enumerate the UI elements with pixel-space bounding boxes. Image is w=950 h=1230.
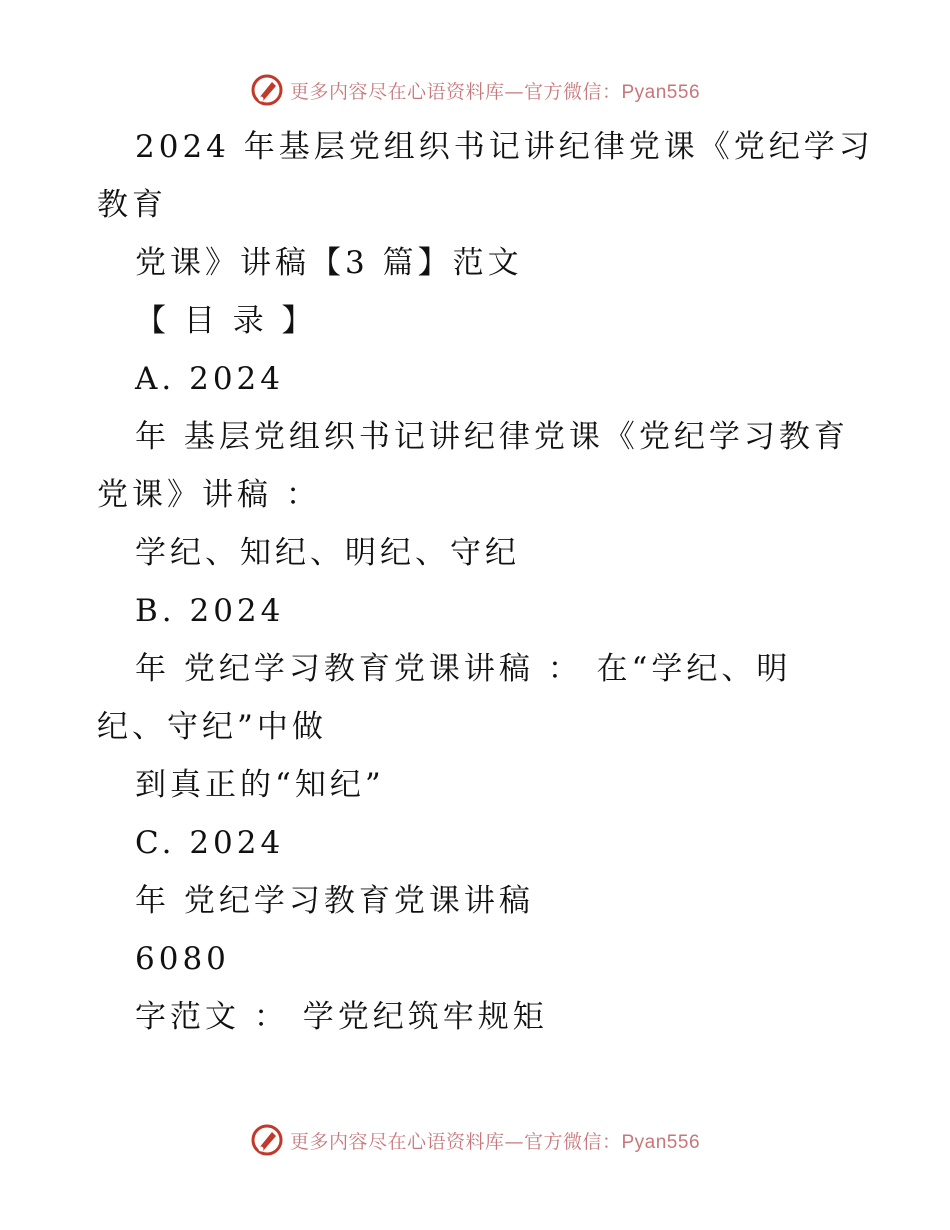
title-line: 教育 <box>97 187 167 223</box>
title-line: 2024 年基层党组织书记讲纪律党课《党纪学习 <box>135 129 874 165</box>
toc-item-text: 6080 <box>135 941 230 977</box>
watermark-text: 更多内容尽在心语资料库—官方微信：Pyan556 <box>289 80 701 103</box>
toc-item-text: 年 党纪学习教育党课讲稿 ： 在“学纪、明 <box>135 651 792 687</box>
toc-item-text: 年 基层党组织书记讲纪律党课《党纪学习教育 <box>135 419 849 455</box>
toc-item-text: 学纪、知纪、明纪、守纪 <box>135 535 520 571</box>
toc-item-label: C. 2024 <box>135 825 285 861</box>
pen-logo-icon <box>250 73 284 107</box>
watermark-text: 更多内容尽在心语资料库—官方微信：Pyan556 <box>289 1130 701 1153</box>
wechat-id: Pyan556 <box>621 81 701 103</box>
toc-item-text: 纪、守纪”中做 <box>97 709 327 745</box>
title-line: 党课》讲稿【3 篇】范文 <box>135 245 523 281</box>
toc-heading: 【 目 录 】 <box>135 303 317 339</box>
header-watermark <box>0 70 950 110</box>
document-body <box>97 118 874 1046</box>
wechat-id: Pyan556 <box>621 1131 701 1153</box>
pen-logo-icon <box>250 1123 284 1157</box>
toc-item-text: 党课》讲稿 ： <box>97 477 321 513</box>
toc-item-text: 年 党纪学习教育党课讲稿 <box>135 883 534 919</box>
toc-item-text: 字范文 ： 学党纪筑牢规矩 <box>135 999 548 1035</box>
toc-item-label: B. 2024 <box>135 593 285 629</box>
footer-watermark <box>0 1120 950 1160</box>
toc-item-label: A. 2024 <box>135 361 284 397</box>
toc-item-text: 到真正的“知纪” <box>135 767 385 803</box>
